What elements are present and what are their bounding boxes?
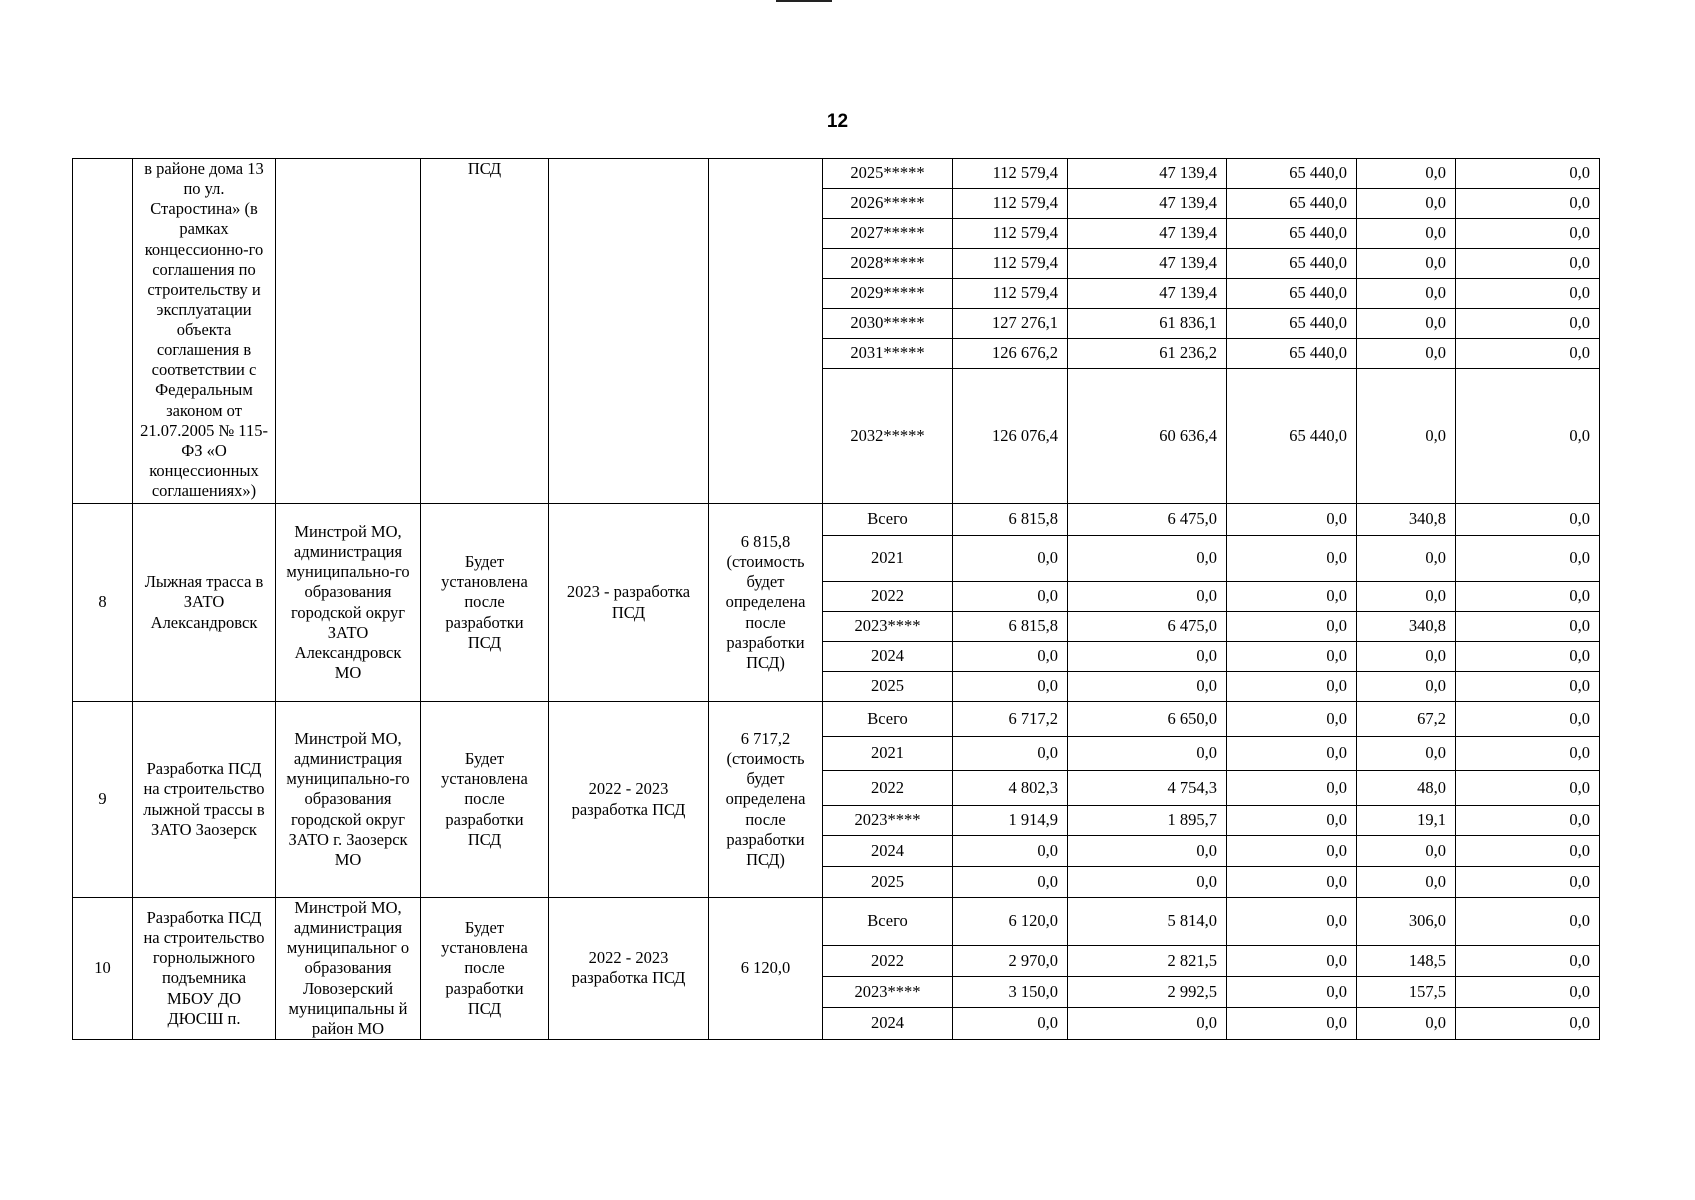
other-sources-cell: 0,0 [1456, 867, 1600, 898]
regional-budget-cell: 0,0 [1227, 771, 1357, 806]
total-cell: 0,0 [953, 672, 1068, 702]
total-cell: 127 276,1 [953, 309, 1068, 339]
federal-budget-cell: 5 814,0 [1068, 898, 1227, 946]
total-cell: 1 914,9 [953, 806, 1068, 836]
capacity-cell: Будет установлена после разработки ПСД [421, 504, 549, 702]
period-cell [549, 159, 709, 504]
year-cell: 2029***** [823, 279, 953, 309]
regional-budget-cell: 65 440,0 [1227, 339, 1357, 369]
other-sources-cell: 0,0 [1456, 1008, 1600, 1040]
cost-cell [709, 159, 823, 504]
other-sources-cell: 0,0 [1456, 836, 1600, 867]
total-cell: 6 717,2 [953, 702, 1068, 737]
total-cell: 0,0 [953, 737, 1068, 771]
program-table [72, 158, 1600, 1040]
federal-budget-cell: 4 754,3 [1068, 771, 1227, 806]
object-name-cell: в районе дома 13 по ул. Старостина» (в рамках концессионно-го соглашения по строительству и эксплуатации объекта соглашения в соответствии с Федеральным законом от 21.07.2005 № 115-ФЗ «О концессионных соглашениях») [133, 159, 276, 504]
municipal-budget-cell: 0,0 [1357, 737, 1456, 771]
total-cell: 112 579,4 [953, 189, 1068, 219]
municipal-budget-cell: 67,2 [1357, 702, 1456, 737]
regional-budget-cell: 0,0 [1227, 898, 1357, 946]
other-sources-cell: 0,0 [1456, 642, 1600, 672]
period-cell: 2022 - 2023 разработка ПСД [549, 898, 709, 1040]
cost-cell: 6 815,8 (стоимость будет определена после разработки ПСД) [709, 504, 823, 702]
total-cell: 0,0 [953, 836, 1068, 867]
municipal-budget-cell: 340,8 [1357, 504, 1456, 536]
table-row [73, 159, 1600, 189]
federal-budget-cell: 47 139,4 [1068, 219, 1227, 249]
municipal-budget-cell: 0,0 [1357, 339, 1456, 369]
total-cell: 126 676,2 [953, 339, 1068, 369]
regional-budget-cell: 65 440,0 [1227, 279, 1357, 309]
total-cell: 112 579,4 [953, 159, 1068, 189]
other-sources-cell: 0,0 [1456, 189, 1600, 219]
municipal-budget-cell: 0,0 [1357, 672, 1456, 702]
year-cell: Всего [823, 504, 953, 536]
other-sources-cell: 0,0 [1456, 582, 1600, 612]
regional-budget-cell: 65 440,0 [1227, 189, 1357, 219]
customer-cell: Минстрой МО, администрация муниципальног о образования Ловозерский муниципальны й район МО [276, 898, 421, 1040]
total-cell: 2 970,0 [953, 945, 1068, 976]
other-sources-cell: 0,0 [1456, 945, 1600, 976]
federal-budget-cell: 0,0 [1068, 836, 1227, 867]
year-cell: 2024 [823, 642, 953, 672]
municipal-budget-cell: 157,5 [1357, 976, 1456, 1008]
municipal-budget-cell: 0,0 [1357, 189, 1456, 219]
regional-budget-cell: 0,0 [1227, 504, 1357, 536]
other-sources-cell: 0,0 [1456, 536, 1600, 582]
federal-budget-cell: 0,0 [1068, 536, 1227, 582]
regional-budget-cell: 65 440,0 [1227, 249, 1357, 279]
other-sources-cell: 0,0 [1456, 159, 1600, 189]
capacity-cell: ПСД [421, 159, 549, 504]
municipal-budget-cell: 0,0 [1357, 642, 1456, 672]
year-cell: 2024 [823, 1008, 953, 1040]
other-sources-cell: 0,0 [1456, 612, 1600, 642]
other-sources-cell: 0,0 [1456, 898, 1600, 946]
municipal-budget-cell: 0,0 [1357, 249, 1456, 279]
row-number-cell: 10 [73, 898, 133, 1040]
total-cell: 0,0 [953, 536, 1068, 582]
year-cell: 2021 [823, 536, 953, 582]
table-row [73, 702, 1600, 737]
year-cell: 2023**** [823, 806, 953, 836]
federal-budget-cell: 6 650,0 [1068, 702, 1227, 737]
other-sources-cell: 0,0 [1456, 219, 1600, 249]
regional-budget-cell: 0,0 [1227, 806, 1357, 836]
table-row [73, 504, 1600, 536]
other-sources-cell: 0,0 [1456, 369, 1600, 504]
regional-budget-cell: 65 440,0 [1227, 309, 1357, 339]
other-sources-cell: 0,0 [1456, 702, 1600, 737]
federal-budget-cell: 47 139,4 [1068, 249, 1227, 279]
regional-budget-cell: 0,0 [1227, 612, 1357, 642]
federal-budget-cell: 0,0 [1068, 582, 1227, 612]
other-sources-cell: 0,0 [1456, 504, 1600, 536]
federal-budget-cell: 6 475,0 [1068, 504, 1227, 536]
regional-budget-cell: 0,0 [1227, 672, 1357, 702]
municipal-budget-cell: 340,8 [1357, 612, 1456, 642]
customer-cell [276, 159, 421, 504]
total-cell: 112 579,4 [953, 249, 1068, 279]
regional-budget-cell: 65 440,0 [1227, 159, 1357, 189]
federal-budget-cell: 61 236,2 [1068, 339, 1227, 369]
federal-budget-cell: 6 475,0 [1068, 612, 1227, 642]
regional-budget-cell: 0,0 [1227, 945, 1357, 976]
year-cell: 2022 [823, 582, 953, 612]
regional-budget-cell: 0,0 [1227, 976, 1357, 1008]
federal-budget-cell: 0,0 [1068, 1008, 1227, 1040]
row-number-cell: 9 [73, 702, 133, 898]
object-name-cell: Разработка ПСД на строительство горнолыжного подъемника МБОУ ДО ДЮСШ п. [133, 898, 276, 1040]
regional-budget-cell: 0,0 [1227, 1008, 1357, 1040]
federal-budget-cell: 61 836,1 [1068, 309, 1227, 339]
object-name-cell: Лыжная трасса в ЗАТО Александровск [133, 504, 276, 702]
other-sources-cell: 0,0 [1456, 771, 1600, 806]
year-cell: 2023**** [823, 976, 953, 1008]
municipal-budget-cell: 306,0 [1357, 898, 1456, 946]
municipal-budget-cell: 19,1 [1357, 806, 1456, 836]
federal-budget-cell: 0,0 [1068, 642, 1227, 672]
customer-cell: Минстрой МО, администрация муниципально-го образования городской округ ЗАТО г. Заозерск МО [276, 702, 421, 898]
customer-cell: Минстрой МО, администрация муниципально-го образования городской округ ЗАТО Александровск МО [276, 504, 421, 702]
total-cell: 0,0 [953, 867, 1068, 898]
year-cell: Всего [823, 898, 953, 946]
capacity-cell: Будет установлена после разработки ПСД [421, 898, 549, 1040]
total-cell: 0,0 [953, 582, 1068, 612]
year-cell: 2023**** [823, 612, 953, 642]
period-cell: 2022 - 2023 разработка ПСД [549, 702, 709, 898]
row-number-cell [73, 159, 133, 504]
municipal-budget-cell: 0,0 [1357, 159, 1456, 189]
other-sources-cell: 0,0 [1456, 672, 1600, 702]
other-sources-cell: 0,0 [1456, 806, 1600, 836]
regional-budget-cell: 0,0 [1227, 836, 1357, 867]
federal-budget-cell: 47 139,4 [1068, 159, 1227, 189]
municipal-budget-cell: 0,0 [1357, 369, 1456, 504]
top-scan-mark [776, 0, 832, 2]
municipal-budget-cell: 0,0 [1357, 536, 1456, 582]
year-cell: 2025***** [823, 159, 953, 189]
other-sources-cell: 0,0 [1456, 309, 1600, 339]
year-cell: 2030***** [823, 309, 953, 339]
federal-budget-cell: 0,0 [1068, 672, 1227, 702]
year-cell: 2021 [823, 737, 953, 771]
cost-cell: 6 120,0 [709, 898, 823, 1040]
federal-budget-cell: 47 139,4 [1068, 189, 1227, 219]
year-cell: 2025 [823, 867, 953, 898]
municipal-budget-cell: 0,0 [1357, 582, 1456, 612]
year-cell: 2027***** [823, 219, 953, 249]
municipal-budget-cell: 0,0 [1357, 867, 1456, 898]
regional-budget-cell: 65 440,0 [1227, 369, 1357, 504]
federal-budget-cell: 0,0 [1068, 867, 1227, 898]
municipal-budget-cell: 148,5 [1357, 945, 1456, 976]
federal-budget-cell: 60 636,4 [1068, 369, 1227, 504]
year-cell: 2031***** [823, 339, 953, 369]
municipal-budget-cell: 0,0 [1357, 219, 1456, 249]
regional-budget-cell: 0,0 [1227, 737, 1357, 771]
other-sources-cell: 0,0 [1456, 339, 1600, 369]
municipal-budget-cell: 0,0 [1357, 309, 1456, 339]
other-sources-cell: 0,0 [1456, 249, 1600, 279]
table-row [73, 898, 1600, 946]
capacity-cell: Будет установлена после разработки ПСД [421, 702, 549, 898]
municipal-budget-cell: 48,0 [1357, 771, 1456, 806]
period-cell: 2023 - разработка ПСД [549, 504, 709, 702]
page-number: 12 [826, 111, 849, 132]
regional-budget-cell: 0,0 [1227, 536, 1357, 582]
municipal-budget-cell: 0,0 [1357, 836, 1456, 867]
total-cell: 6 815,8 [953, 612, 1068, 642]
municipal-budget-cell: 0,0 [1357, 279, 1456, 309]
year-cell: 2025 [823, 672, 953, 702]
regional-budget-cell: 0,0 [1227, 867, 1357, 898]
total-cell: 6 815,8 [953, 504, 1068, 536]
row-number-cell: 8 [73, 504, 133, 702]
total-cell: 126 076,4 [953, 369, 1068, 504]
year-cell: 2028***** [823, 249, 953, 279]
total-cell: 4 802,3 [953, 771, 1068, 806]
total-cell: 0,0 [953, 1008, 1068, 1040]
year-cell: 2022 [823, 771, 953, 806]
total-cell: 112 579,4 [953, 279, 1068, 309]
federal-budget-cell: 0,0 [1068, 737, 1227, 771]
regional-budget-cell: 0,0 [1227, 642, 1357, 672]
cost-cell: 6 717,2 (стоимость будет определена после разработки ПСД) [709, 702, 823, 898]
total-cell: 112 579,4 [953, 219, 1068, 249]
other-sources-cell: 0,0 [1456, 976, 1600, 1008]
regional-budget-cell: 65 440,0 [1227, 219, 1357, 249]
year-cell: 2026***** [823, 189, 953, 219]
total-cell: 0,0 [953, 642, 1068, 672]
year-cell: 2024 [823, 836, 953, 867]
municipal-budget-cell: 0,0 [1357, 1008, 1456, 1040]
federal-budget-cell: 47 139,4 [1068, 279, 1227, 309]
other-sources-cell: 0,0 [1456, 279, 1600, 309]
total-cell: 6 120,0 [953, 898, 1068, 946]
year-cell: 2032***** [823, 369, 953, 504]
federal-budget-cell: 1 895,7 [1068, 806, 1227, 836]
object-name-cell: Разработка ПСД на строительство лыжной трассы в ЗАТО Заозерск [133, 702, 276, 898]
other-sources-cell: 0,0 [1456, 737, 1600, 771]
year-cell: 2022 [823, 945, 953, 976]
regional-budget-cell: 0,0 [1227, 702, 1357, 737]
regional-budget-cell: 0,0 [1227, 582, 1357, 612]
year-cell: Всего [823, 702, 953, 737]
federal-budget-cell: 2 992,5 [1068, 976, 1227, 1008]
federal-budget-cell: 2 821,5 [1068, 945, 1227, 976]
total-cell: 3 150,0 [953, 976, 1068, 1008]
